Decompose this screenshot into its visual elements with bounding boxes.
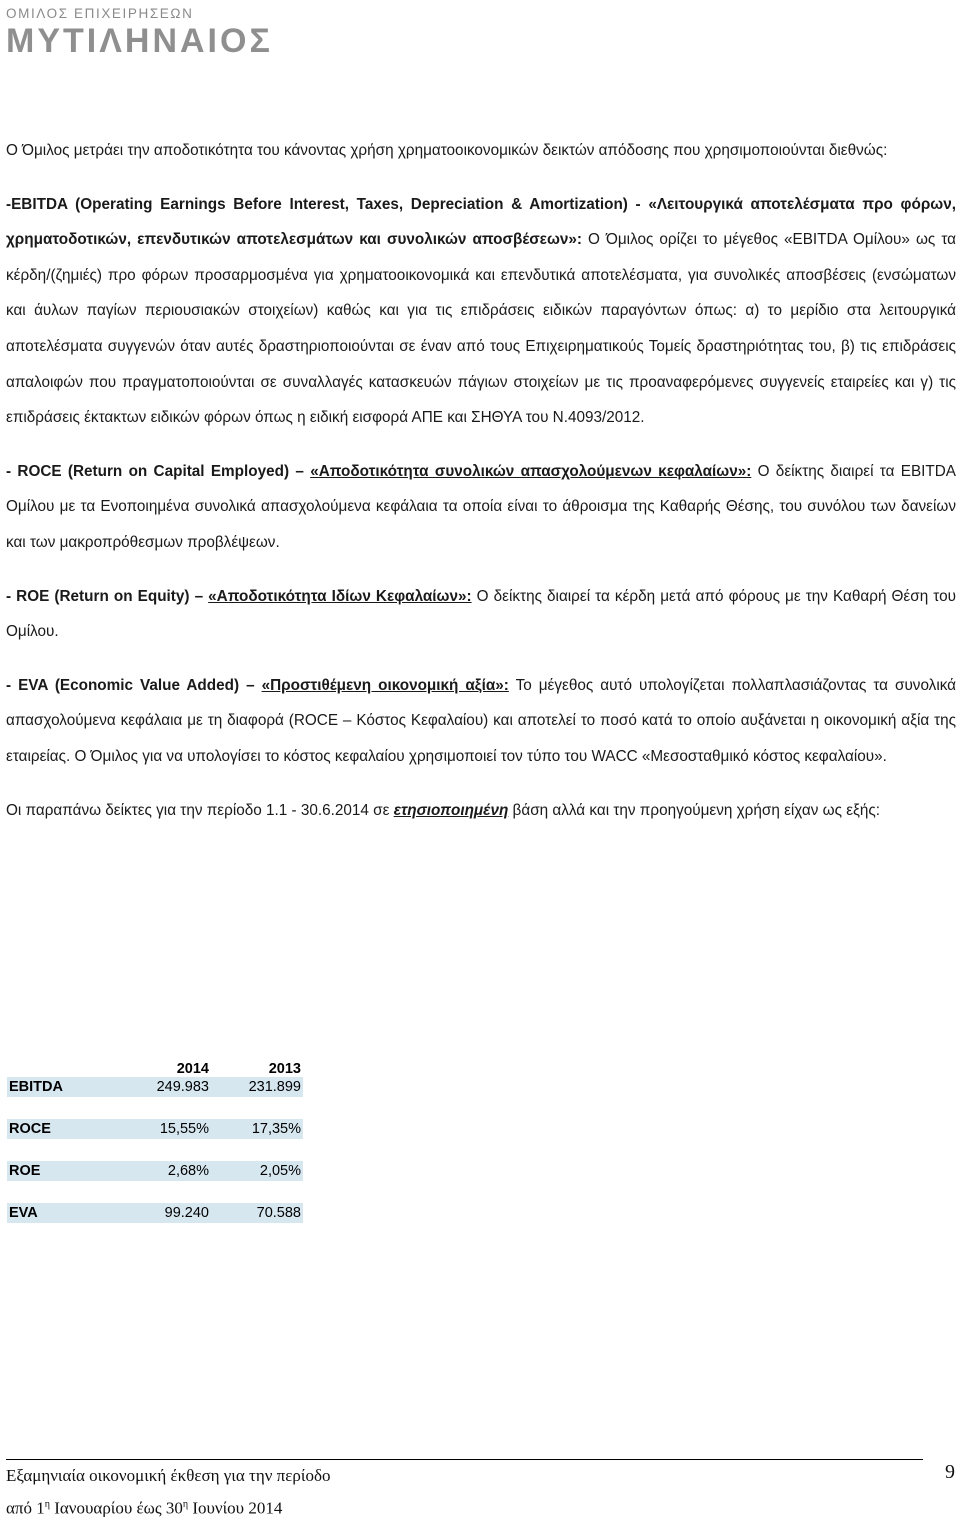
kpi-header-2014: 2014 (176, 1061, 209, 1077)
ebitda-paragraph (6, 187, 956, 436)
closing-part1: Οι παραπάνω δείκτες για την περίοδο 1.1 - 30.6.2014 σε (6, 801, 394, 819)
company-logo (6, 6, 306, 66)
table-row (7, 1161, 303, 1181)
closing-part2: βάση αλλά και την προηγούμενη χρήση είχαν ως εξής: (508, 801, 881, 819)
kpi-table-header (7, 1057, 303, 1077)
kpi-value-2014: 15,55% (159, 1121, 209, 1137)
eva-title: «Προστιθέμενη οικονομική αξία»: (261, 676, 509, 694)
logo-group-text: ΟΜΙΛΟΣ ΕΠΙΧΕΙΡΗΣΕΩΝ (6, 6, 194, 21)
ebitda-text: Ο Όμιλος ορίζει το μέγεθος «EBITDA Ομίλου» ως τα κέρδη/(ζημιές) προ φόρων προσαρμοσμένα για χρηματοοικονομικά και επενδυτικά αποτελέσματα, για συνολικές αποσβέσεις (ενσώματων και άυλων παγίων περιουσιακών στοιχείων) καθώς και για τις επιδράσεις ειδικών παραγόντων όπως: α) το μερίδιο στα λειτουργικά αποτελέσματα συγγενών όταν αυτές δραστηριοποιούνται σε έναν από τους Επιχειρηματικούς Τομείς δραστηριότητας του, β) τις επιδράσεις απαλοιφών που πραγματοποιούνται σε συναλλαγές κατασκευών πάγιων στοιχείων με τις προαναφερόμενες συγγενείς εταιρείες και γ) τις επιδράσεις έκτακτων ειδικών φόρων όπως η ειδική εισφορά ΑΠΕ και ΣΗΘΥΑ του Ν.4093/2012. (6, 231, 957, 427)
kpi-value-2013: 17,35% (251, 1121, 301, 1137)
roe-text: Ο δείκτης διαιρεί τα κέρδη μετά από φόρους με την Καθαρή Θέση του Ομίλου. (6, 587, 956, 641)
roce-title: «Αποδοτικότητα συνολικών απασχολούμενων κεφαλαίων»: (310, 462, 752, 480)
kpi-value-2014: 99.240 (164, 1205, 209, 1221)
footer-period (6, 1490, 330, 1523)
kpi-table (7, 1057, 303, 1245)
ebitda-heading: -EBITDA (Operating Earnings Before Interest, Taxes, Depreciation & Amortization) - «Λειτουργικά αποτελέσματα προ φόρων, χρηματοδοτικών, επενδυτικών αποτελεσμάτων και συνολικών αποσβέσεων»: (6, 195, 956, 249)
kpi-value-2014: 2,68% (167, 1163, 209, 1179)
kpi-header-2013: 2013 (268, 1061, 301, 1077)
kpi-label: ROE (9, 1163, 41, 1179)
roce-dash: – (295, 462, 304, 480)
kpi-value-2013: 231.899 (248, 1079, 301, 1095)
roce-prefix: - ROCE (Return on Capital Employed) (6, 462, 296, 480)
page-number: 9 (945, 1461, 955, 1483)
closing-emphasis: ετησιοποιημένη (393, 801, 509, 819)
footer-report-title: Εξαμηνιαία οικονομική έκθεση για την περίοδο (6, 1466, 331, 1485)
footer-period-mid: Ιανουαρίου έως 30 (49, 1498, 183, 1518)
kpi-label: EBITDA (9, 1079, 63, 1095)
roce-paragraph (6, 454, 956, 561)
roce-text: Ο δείκτης διαιρεί τα EBITDA Ομίλου με τα Ενοποιημένα συνολικά απασχολούμενα κεφάλαια τα οποία είναι το άθροισμα της Καθαρής Θέσης, του συνόλου των δανείων και των μακροπρόθεσμων προβλέψεων. (6, 462, 957, 551)
page-footer (6, 1461, 330, 1523)
roe-prefix: - ROE (Return on Equity) (6, 587, 195, 605)
kpi-value-2013: 70.588 (256, 1205, 301, 1221)
kpi-value-2014: 249.983 (156, 1079, 209, 1095)
logo-company-name: ΜΥΤΙΛΗΝΑΙΟΣ (6, 22, 273, 60)
table-row (7, 1077, 303, 1097)
table-row (7, 1203, 303, 1223)
document-body (6, 133, 956, 828)
kpi-label: ROCE (9, 1121, 51, 1137)
roe-dash: – (194, 587, 204, 605)
kpi-value-2013: 2,05% (259, 1163, 301, 1179)
eva-text: Το μέγεθος αυτό υπολογίζεται πολλαπλασιάζοντας τα συνολικά απασχολούμενα κεφάλαια με τη διαφορά (ROCE – Κόστος Κεφαλαίου) και αποτελεί το ποσό κατά το οποίο αυξάνεται η οικονομική αξία της εταιρείας. Ο Όμιλος για να υπολογίσει το κόστος κεφαλαίου χρησιμοποιεί τον τύπο του WACC «Μεσοσταθμικό κόστος κεφαλαίου». (6, 676, 957, 765)
eva-dash: – (246, 676, 255, 694)
table-row (7, 1119, 303, 1139)
eva-paragraph (6, 668, 956, 775)
roe-paragraph (6, 579, 956, 650)
footer-period-start: από 1 (6, 1498, 45, 1518)
eva-prefix: - EVA (Economic Value Added) (6, 676, 247, 694)
closing-paragraph (6, 793, 956, 829)
footer-sup: η (182, 1499, 189, 1510)
kpi-label: EVA (9, 1205, 38, 1221)
footer-divider (6, 1459, 923, 1460)
roe-title: «Αποδοτικότητα Ιδίων Κεφαλαίων»: (208, 587, 472, 605)
footer-sup: η (44, 1499, 50, 1510)
footer-period-end: Ιουνίου 2014 (188, 1498, 283, 1518)
intro-paragraph: Ο Όμιλος μετράει την αποδοτικότητα του κάνοντας χρήση χρηματοοικονομικών δεικτών απόδοσης που χρησιμοποιούνται διεθνώς: (6, 142, 888, 159)
